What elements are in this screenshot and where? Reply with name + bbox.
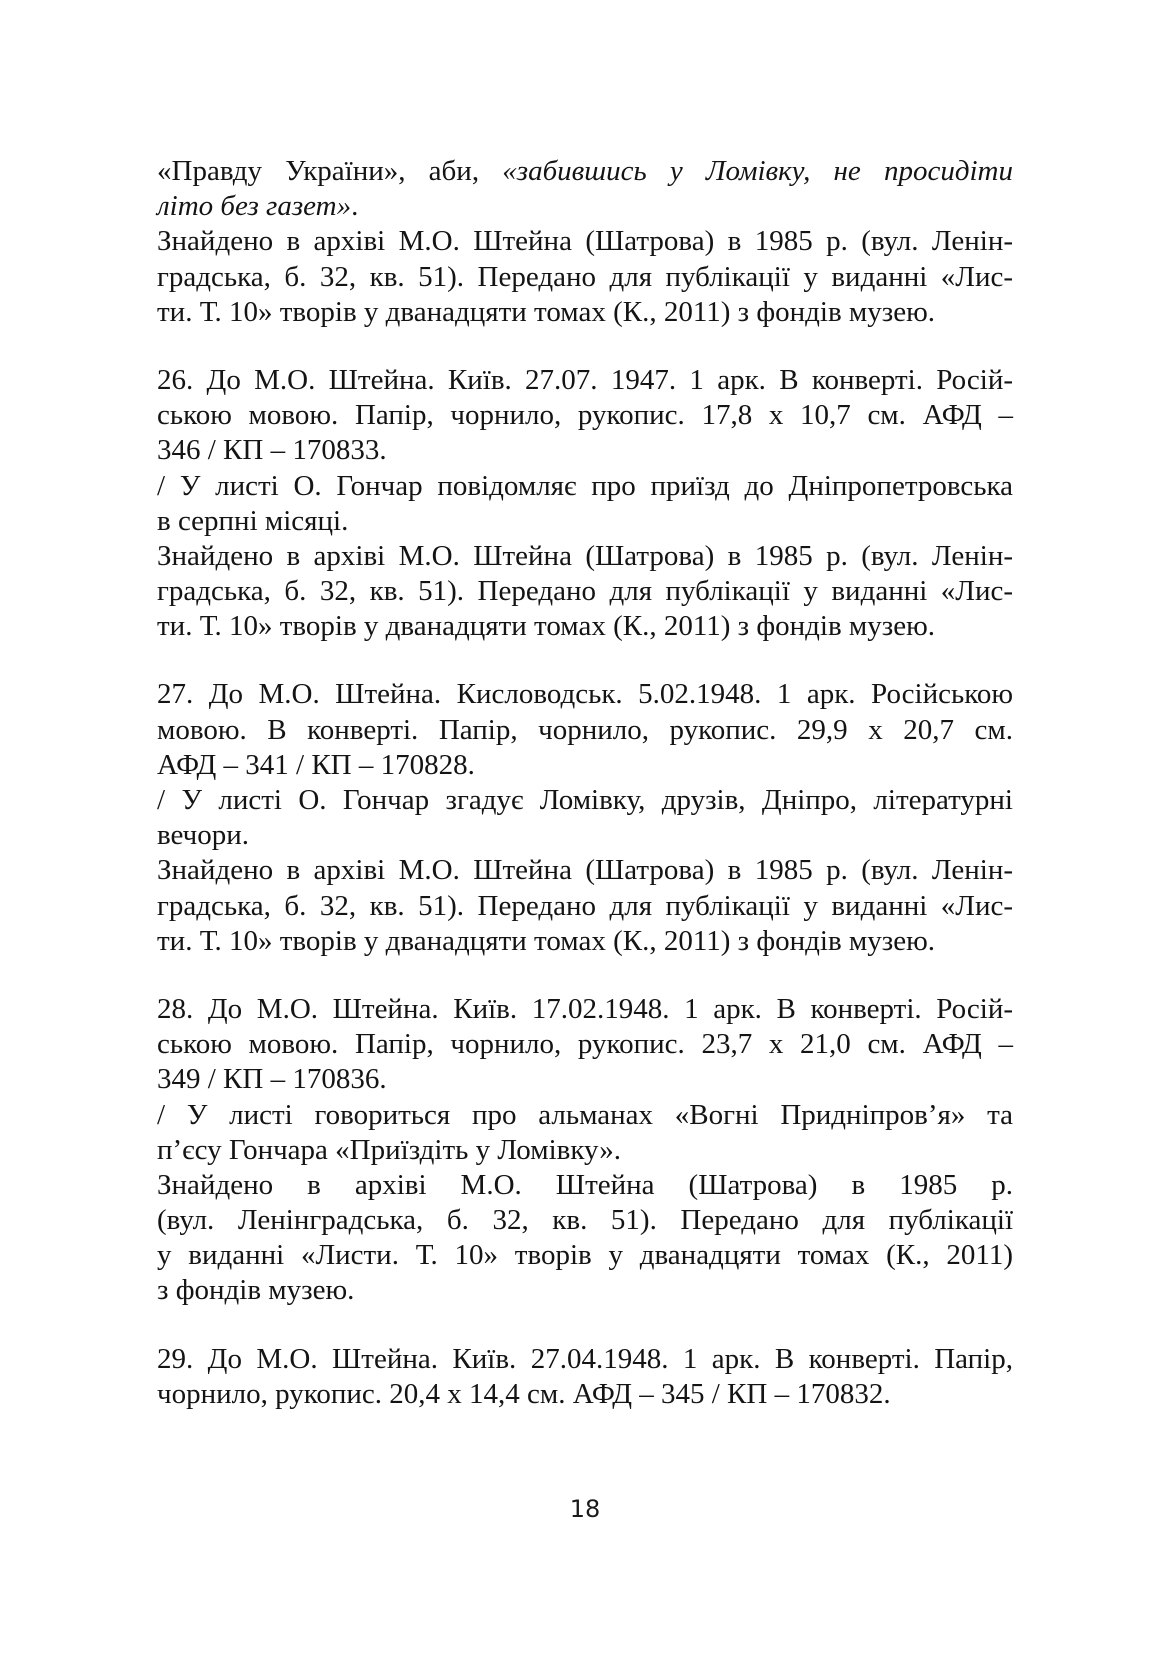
paragraph-gap	[157, 1309, 1013, 1342]
text-line	[157, 433, 1013, 468]
text-line	[157, 363, 1013, 398]
text-run: .	[351, 190, 359, 223]
text-line	[157, 224, 1013, 259]
text-run: / У листі говориться про альманах «Вогні Придніпров’я» та	[157, 1098, 1013, 1131]
text-line	[157, 1062, 1013, 1097]
text-line	[157, 189, 1013, 224]
text-line	[157, 574, 1013, 609]
text-run: градська, б. 32, кв. 51). Передано для публікації у виданні «Лис-	[157, 889, 1013, 922]
catalog-entry	[157, 677, 1013, 959]
text-line	[157, 677, 1013, 712]
text-line	[157, 889, 1013, 924]
text-run: «Правду України», аби,	[157, 155, 503, 187]
text-line	[157, 924, 1013, 959]
paragraph-gap	[157, 644, 1013, 677]
text-line	[157, 748, 1013, 783]
text-run: градська, б. 32, кв. 51). Передано для публікації у виданні «Лис-	[157, 575, 1013, 608]
text-line	[157, 1377, 1013, 1412]
text-line	[157, 992, 1013, 1027]
text-line	[157, 1273, 1013, 1308]
page-number: 18	[569, 1495, 601, 1523]
text-run: АФД – 341 / КП – 170828.	[157, 748, 475, 781]
text-line	[157, 504, 1013, 539]
text-line	[157, 539, 1013, 574]
text-line	[157, 154, 1013, 189]
text-line	[157, 1203, 1013, 1238]
text-line	[157, 469, 1013, 504]
italic-quote: літо без газет»	[157, 190, 352, 223]
text-run: градська, б. 32, кв. 51). Передано для публікації у виданні «Лис-	[157, 260, 1013, 293]
text-run: 349 / КП – 170836.	[157, 1063, 387, 1096]
text-run: Знайдено в архіві М.О. Штейна (Шатрова) в 1985 р. (вул. Ленін-	[157, 539, 1013, 572]
text-line	[157, 1342, 1013, 1377]
text-line	[157, 818, 1013, 853]
text-run: вечори.	[157, 819, 250, 852]
catalog-entry	[157, 363, 1013, 645]
text-run: / У листі О. Гончар повідомляє про приїзд до Дніпропетровська	[157, 469, 1013, 502]
text-run: Знайдено в архіві М.О. Штейна (Шатрова) в 1985 р. (вул. Ленін-	[157, 854, 1013, 887]
text-run: ти. Т. 10» творів у дванадцяти томах (К., 2011) з фондів музею.	[157, 610, 936, 643]
text-line	[157, 295, 1013, 330]
text-run: в серпні місяці.	[157, 504, 349, 537]
text-run: мовою. В конверті. Папір, чорнило, рукопис. 29,9 х 20,7 см.	[157, 713, 1013, 746]
text-line	[157, 783, 1013, 818]
text-line	[157, 398, 1013, 433]
text-run: 26. До М.О. Штейна. Київ. 27.07. 1947. 1 арк. В конверті. Росій-	[157, 363, 1013, 396]
text-run: з фондів музею.	[157, 1274, 355, 1307]
text-run: п’єсу Гончара «Приїздіть у Ломівку».	[157, 1133, 621, 1166]
text-run: Знайдено в архіві М.О. Штейна (Шатрова) в 1985 р.	[157, 1168, 1013, 1201]
text-line	[157, 1133, 1013, 1168]
text-line	[157, 1027, 1013, 1062]
text-line	[157, 260, 1013, 295]
text-run: у виданні «Листи. Т. 10» творів у дванадцяти томах (К., 2011)	[157, 1239, 1013, 1272]
text-line	[157, 1238, 1013, 1273]
text-run: 346 / КП – 170833.	[157, 434, 387, 467]
text-run: 29. До М.О. Штейна. Київ. 27.04.1948. 1 арк. В конверті. Папір,	[157, 1342, 1013, 1375]
text-line	[157, 853, 1013, 888]
text-run: 27. До М.О. Штейна. Кисловодськ. 5.02.1948. 1 арк. Російською	[157, 678, 1013, 711]
text-line	[157, 609, 1013, 644]
text-run: ською мовою. Папір, чорнило, рукопис. 23,7 х 21,0 см. АФД –	[157, 1028, 1013, 1061]
italic-quote: «забившись у Ломівку, не просидіти	[502, 155, 1013, 187]
text-run: чорнило, рукопис. 20,4 х 14,4 см. АФД – 345 / КП – 170832.	[157, 1377, 891, 1410]
text-run: (вул. Ленінградська, б. 32, кв. 51). Передано для публікації	[157, 1204, 1013, 1237]
text-run: 28. До М.О. Штейна. Київ. 17.02.1948. 1 арк. В конверті. Росій-	[157, 992, 1013, 1025]
catalog-entry	[157, 154, 1013, 330]
text-run: ською мовою. Папір, чорнило, рукопис. 17,8 х 10,7 см. АФД –	[157, 399, 1013, 432]
text-line	[157, 1168, 1013, 1203]
text-run: / У листі О. Гончар згадує Ломівку, друзів, Дніпро, літературні	[157, 784, 1013, 816]
body-text	[157, 154, 1013, 1412]
catalog-entry	[157, 1342, 1013, 1412]
paragraph-gap	[157, 330, 1013, 363]
text-line	[157, 1098, 1013, 1133]
text-line	[157, 713, 1013, 748]
text-run: ти. Т. 10» творів у дванадцяти томах (К., 2011) з фондів музею.	[157, 924, 936, 957]
text-run: ти. Т. 10» творів у дванадцяти томах (К., 2011) з фондів музею.	[157, 295, 936, 328]
catalog-entry	[157, 992, 1013, 1309]
paragraph-gap	[157, 959, 1013, 992]
text-run: Знайдено в архіві М.О. Штейна (Шатрова) в 1985 р. (вул. Ленін-	[157, 225, 1013, 258]
